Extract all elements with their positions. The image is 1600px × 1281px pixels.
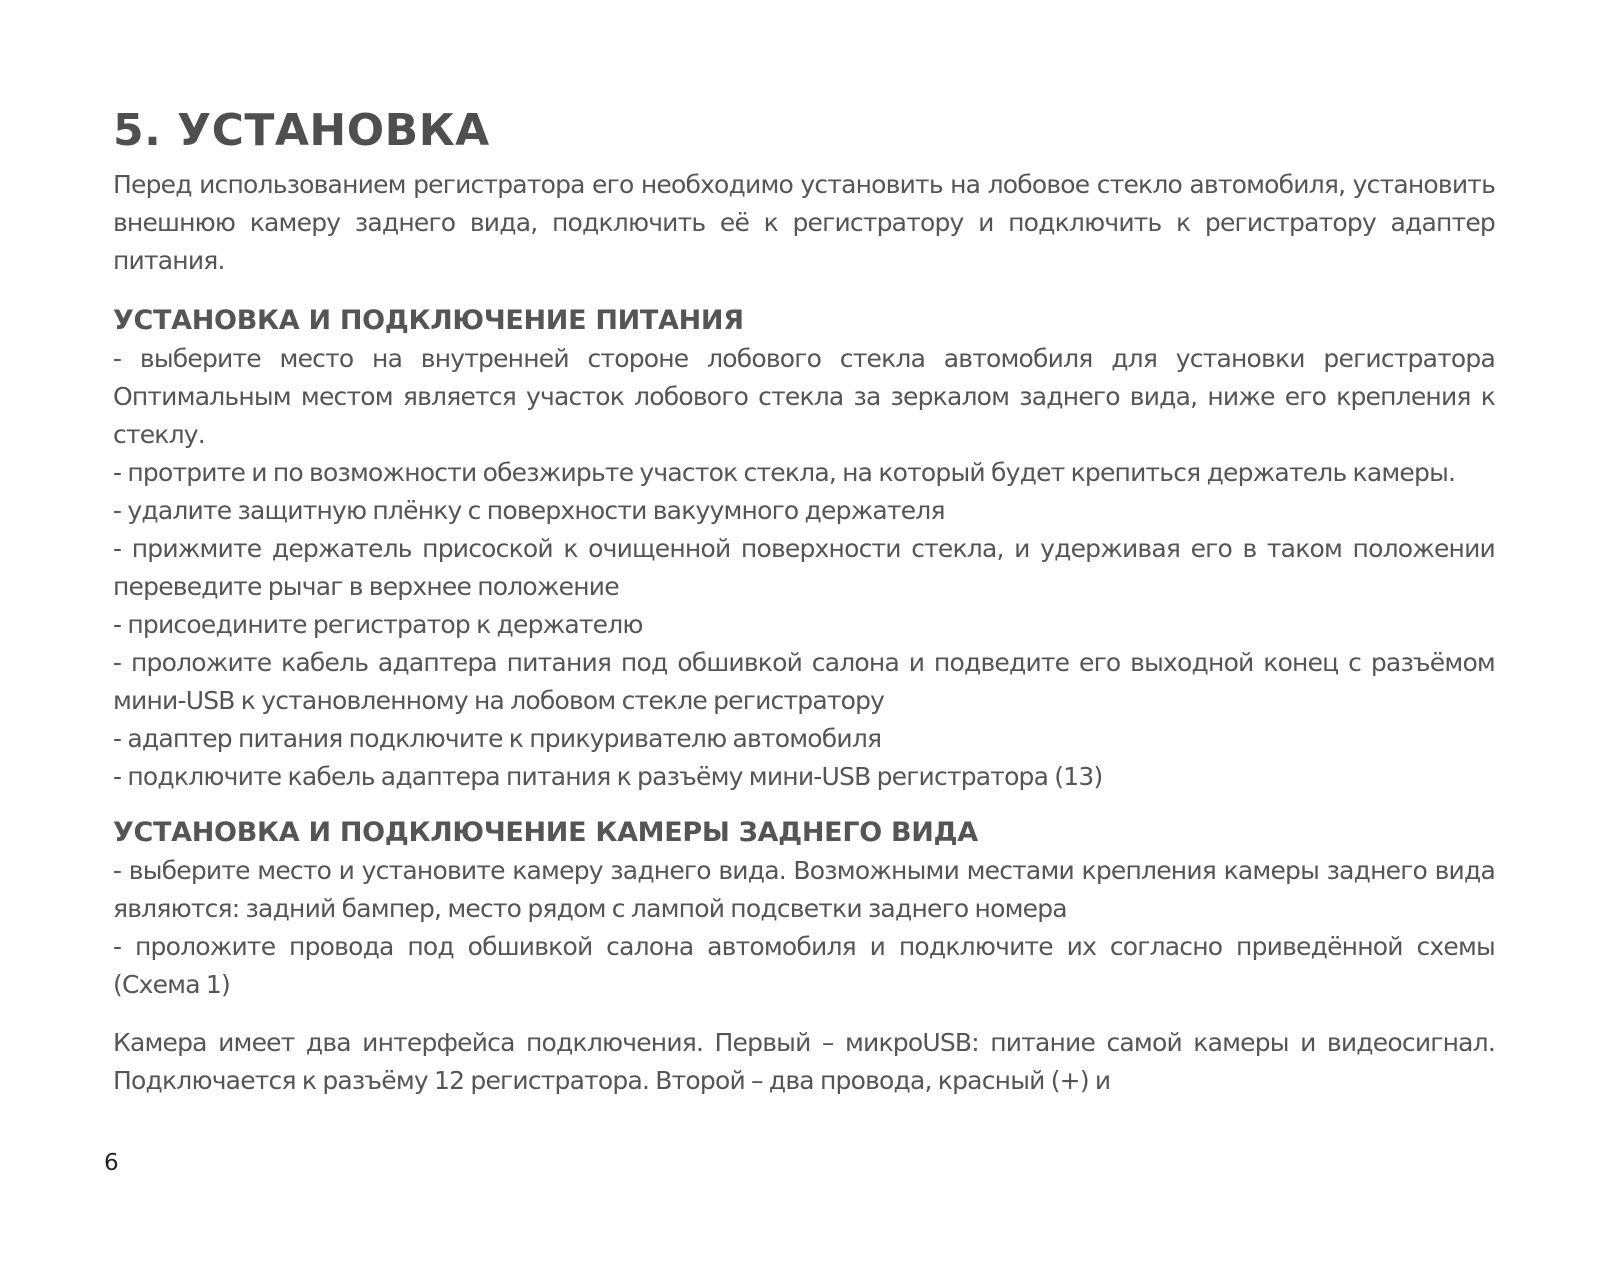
list-item: - адаптер питания подключите к прикуривателю автомобиля xyxy=(113,724,882,753)
list-item: - протрите и по возможности обезжирьте участок стекла, на который будет крепиться держатель камеры. xyxy=(113,458,1456,487)
page-title: 5. УСТАНОВКА xyxy=(113,105,490,156)
list-item: - выберите место на внутренней стороне лобового стекла автомобиля для установки регистратора Оптимальным местом является участок лобового стекла за зеркалом заднего вида, ниже его крепления к стеклу. xyxy=(113,344,1495,449)
list-item: - проложите провода под обшивкой салона автомобиля и подключите их согласно приведённой схемы (Схема 1) xyxy=(113,932,1495,999)
list-item: - проложите кабель адаптера питания под обшивкой салона и подведите его выходной конец с разъёмом мини-USB к установленному на лобовом стекле регистратору xyxy=(113,648,1495,715)
spacer xyxy=(113,796,1495,814)
list-item: - удалите защитную плёнку с поверхности вакуумного держателя xyxy=(113,496,945,525)
list-item: - присоедините регистратор к держателю xyxy=(113,610,643,639)
closing-paragraph: Камера имеет два интерфейса подключения. Первый – микроUSB: питание самой камеры и видеосигнал. Подключается к разъёму 12 регистратора. Второй – два провода, красный (+) и xyxy=(113,1028,1495,1095)
section-rear-camera-installation xyxy=(113,814,1495,1004)
list-item: - подключите кабель адаптера питания к разъёму мини-USB регистратора (13) xyxy=(113,762,1103,791)
section-heading-power: УСТАНОВКА И ПОДКЛЮЧЕНИЕ ПИТАНИЯ xyxy=(113,305,744,336)
page-number: 6 xyxy=(104,1150,119,1176)
document-page xyxy=(113,104,1495,1100)
section-power-installation xyxy=(113,302,1495,796)
section-heading-rear-camera: УСТАНОВКА И ПОДКЛЮЧЕНИЕ КАМЕРЫ ЗАДНЕГО ВИДА xyxy=(113,817,978,848)
intro-paragraph: Перед использованием регистратора его необходимо установить на лобовое стекло автомобиля, установить внешнюю камеру заднего вида, подключить её к регистратору и подключить к регистратору адаптер питания. xyxy=(113,170,1495,275)
spacer xyxy=(113,1004,1495,1024)
list-item: - выберите место и установите камеру заднего вида. Возможными местами крепления камеры заднего вида являются: задний бампер, место рядом с лампой подсветки заднего номера xyxy=(113,856,1495,923)
list-item: - прижмите держатель присоской к очищенной поверхности стекла, и удерживая его в таком положении переведите рычаг в верхнее положение xyxy=(113,534,1495,601)
spacer xyxy=(113,280,1495,302)
